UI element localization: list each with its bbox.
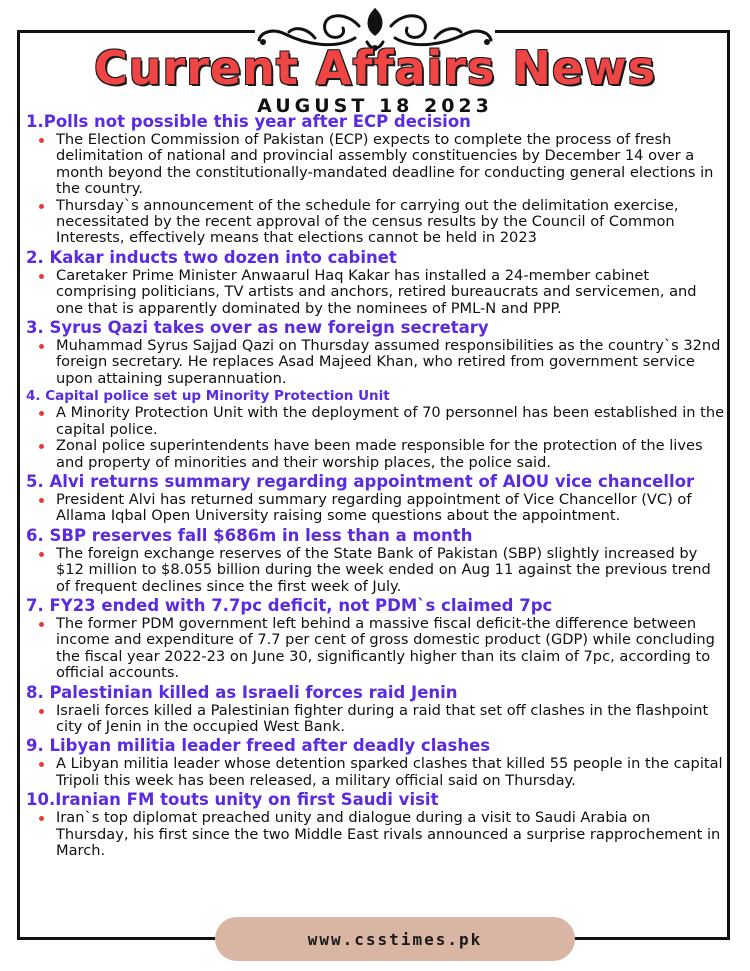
- news-item-10: [26, 789, 726, 859]
- website-link[interactable]: www.csstimes.pk: [215, 917, 575, 961]
- news-heading: 10.Iranian FM touts unity on first Saudi visit: [26, 790, 439, 810]
- news-bullet: Israeli forces killed a Palestinian fighter during a raid that set off clashes in the flashpoint city of Jenin in the occupied West Bank.: [56, 703, 726, 736]
- news-item-6: [26, 525, 726, 595]
- bullet-list: [26, 405, 726, 471]
- bullet-list: [26, 132, 726, 247]
- news-item-3: [26, 317, 726, 387]
- news-heading: 4. Capital police set up Minority Protection Unit: [26, 388, 390, 405]
- news-heading: 8. Palestinian killed as Israeli forces raid Jenin: [26, 682, 458, 702]
- news-heading: 1.Polls not possible this year after ECP decision: [26, 112, 471, 131]
- page-title: Current Affairs News: [94, 41, 656, 95]
- news-list: [26, 111, 726, 859]
- news-bullet: The Election Commission of Pakistan (ECP) expects to complete the process of fresh delimitation of national and provincial assembly constituencies by December 14 over a month beyond the constitutionally-mandated deadline for conducting general elections in the country.: [56, 132, 726, 198]
- issue-date: AUGUST 18 2023: [257, 95, 493, 117]
- news-item-1: [26, 111, 726, 247]
- bullet-list: [26, 703, 726, 736]
- bullet-list: [26, 338, 726, 387]
- news-heading: 6. SBP reserves fall $686m in less than a month: [26, 525, 473, 545]
- news-bullet: A Libyan militia leader whose detention sparked clashes that killed 55 people in the capital Tripoli this week has been released, a military official said on Thursday.: [56, 756, 726, 789]
- bullet-list: [26, 268, 726, 317]
- news-bullet: President Alvi has returned summary regarding appointment of Vice Chancellor (VC) of Allama Iqbal Open University raising some questions about the appointment.: [56, 492, 726, 525]
- news-bullet: The former PDM government left behind a massive fiscal deficit-the difference between income and expenditure of 7.7 per cent of gross domestic product (GDP) while concluding the fiscal year 2022-23 on June 30, significantly higher than its claim of 7pc, according to official accounts.: [56, 616, 726, 682]
- news-item-2: [26, 247, 726, 317]
- news-bullet: Thursday`s announcement of the schedule for carrying out the delimitation exercise, necessitated by the recent approval of the census results by the Council of Common Interests, effectively means that elections cannot be held in 2023: [56, 198, 726, 247]
- news-item-8: [26, 682, 726, 736]
- news-bullet: Muhammad Syrus Sajjad Qazi on Thursday assumed responsibilities as the country`s 32nd foreign secretary. He replaces Asad Majeed Khan, who retired from government service upon attaining superannuation.: [56, 338, 726, 387]
- news-heading: 2. Kakar inducts two dozen into cabinet: [26, 247, 397, 267]
- news-bullet: A Minority Protection Unit with the deployment of 70 personnel has been established in the capital police.: [56, 404, 725, 438]
- news-bullet: Iran`s top diplomat preached unity and dialogue during a visit to Saudi Arabia on Thursday, his first since the two Middle East rivals announced a surprise rapprochement in March.: [56, 810, 726, 859]
- bullet-list: [26, 492, 726, 525]
- bullet-list: [26, 810, 726, 859]
- news-bullet: Zonal police superintendents have been made responsible for the protection of the lives and property of minorities and their worship places, the police said.: [56, 438, 726, 471]
- bullet-list: [26, 756, 726, 789]
- news-heading: 9. Libyan militia leader freed after deadly clashes: [26, 736, 491, 756]
- news-item-7: [26, 595, 726, 682]
- news-bullet: The foreign exchange reserves of the State Bank of Pakistan (SBP) slightly increased by $12 million to $8.055 billion during the week ended on Aug 11 against the previous trend of frequent declines since the first week of July.: [56, 546, 726, 595]
- news-item-5: [26, 471, 726, 525]
- news-item-4: [26, 387, 726, 471]
- bullet-list: [26, 616, 726, 682]
- news-heading: 5. Alvi returns summary regarding appointment of AIOU vice chancellor: [26, 471, 695, 491]
- bullet-list: [26, 546, 726, 595]
- news-bullet: Caretaker Prime Minister Anwaarul Haq Kakar has installed a 24-member cabinet comprising politicians, TV artists and anchors, retired bureaucrats and servicemen, and one that is apparently dominated by the nominees of PML-N and PPP.: [56, 268, 726, 317]
- news-item-9: [26, 735, 726, 789]
- news-heading: 7. FY23 ended with 7.7pc deficit, not PDM`s claimed 7pc: [26, 595, 553, 615]
- news-heading: 3. Syrus Qazi takes over as new foreign secretary: [26, 318, 489, 338]
